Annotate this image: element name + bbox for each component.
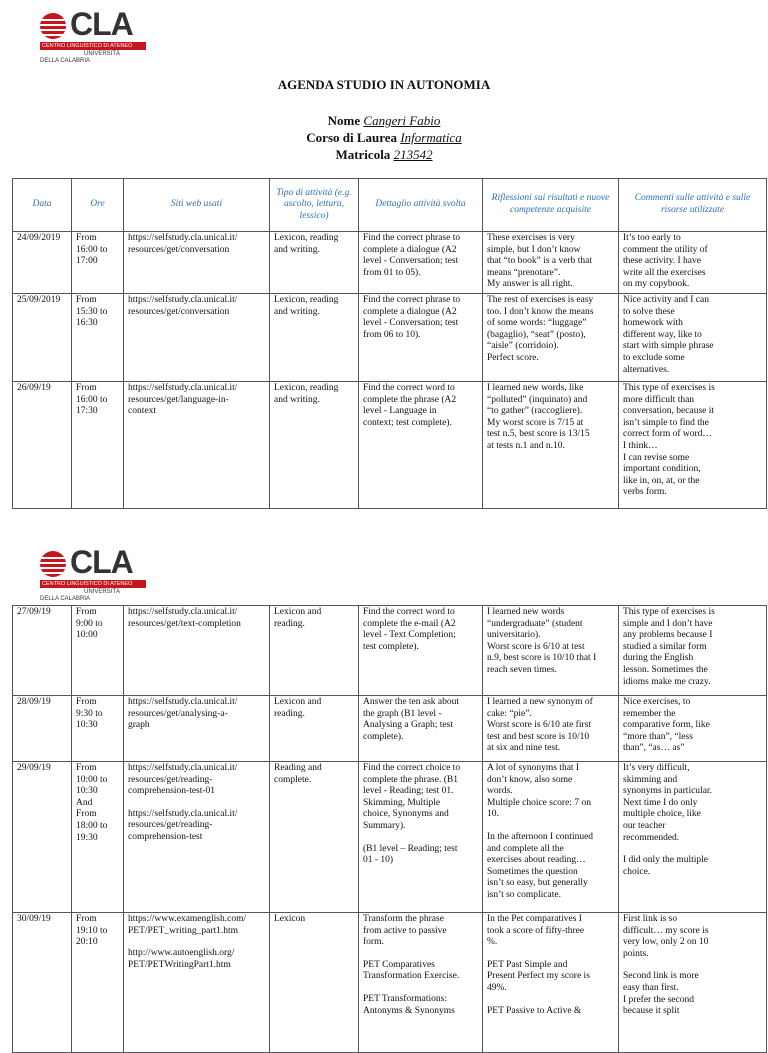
cell-line: cake: “pie”. — [487, 708, 532, 719]
cell-line: simple, but I don’t know — [487, 244, 581, 255]
cell-line: resources/get/language-in- — [128, 394, 229, 405]
cell-line: too. I don’t know the means — [487, 306, 594, 317]
cell-line: My answer is all right. — [487, 279, 573, 290]
cell-line: and writing. — [274, 306, 320, 317]
cell-line: comment the utility of — [623, 244, 708, 255]
cell-line: at tests n.1 and n.10. — [487, 440, 565, 451]
reflections-cell — [483, 294, 619, 382]
cell-line: 18:00 to — [76, 820, 108, 831]
cell-line: “undergraduate” (student — [487, 618, 583, 629]
cell-line: resources/get/reading- — [128, 820, 213, 831]
header-reflections: Riflessioni sui risultati e nuove competenze acquisite — [483, 179, 619, 232]
detail-cell — [359, 294, 483, 382]
cell-line: verbs form. — [623, 487, 667, 498]
logo-university-line1: UNIVERSITÀ — [83, 51, 120, 57]
cell-line — [623, 960, 762, 971]
sites-cell — [124, 913, 270, 1053]
cell-line: multiple choice, like — [623, 809, 701, 820]
cell-line: Lexicon and — [274, 697, 322, 707]
cell-line: than”, “as… as” — [623, 743, 685, 754]
cell-line: PET Transformations: — [363, 993, 448, 1004]
cell-line: during the English — [623, 653, 694, 664]
type-cell — [270, 762, 359, 913]
comments-cell — [619, 913, 767, 1053]
cell-line: From — [76, 295, 97, 305]
hours-cell — [72, 382, 124, 509]
cell-line: reach seven times. — [487, 664, 557, 675]
cell-line: In the afternoon I continued — [487, 831, 594, 842]
cell-line: resources/get/conversation — [128, 244, 230, 255]
comments-cell — [619, 382, 767, 509]
cell-line: 10:00 — [76, 630, 98, 641]
logo-bar-text: CENTRO LINGUISTICO DI ATENEO — [40, 580, 146, 588]
cell-line — [128, 937, 265, 948]
id-label: Matricola — [335, 147, 391, 162]
header-detail: Dettaglio attività svolta — [359, 179, 483, 232]
sites-cell — [124, 606, 270, 696]
cell-line: https://selfstudy.cla.unical.it/ — [128, 808, 238, 819]
cell-line: This type of exercises is — [623, 383, 715, 393]
cell-line: level - Conversation; test — [363, 256, 459, 267]
cell-line: complete the e-mail (A2 — [363, 618, 456, 629]
type-cell — [270, 913, 359, 1053]
cell-line — [487, 821, 614, 832]
cell-line: Lexicon and — [274, 607, 322, 617]
page-title: AGENDA STUDIO IN AUTONOMIA — [277, 77, 491, 92]
cell-line: resources/get/reading- — [128, 774, 213, 785]
cell-line: level - Text Completion; — [363, 630, 456, 641]
header-hours: Ore — [72, 179, 124, 232]
course-value: Informatica — [400, 130, 462, 145]
detail-cell — [359, 696, 483, 762]
cell-line: recommended. — [623, 832, 680, 843]
cell-line: took a score of fifty-three — [487, 925, 585, 936]
cell-line: https://selfstudy.cla.unical.it/ — [128, 607, 238, 617]
cell-line: Sometimes the question — [487, 866, 578, 877]
cell-line: From — [76, 233, 97, 243]
cell-line: https://selfstudy.cla.unical.it/ — [128, 383, 238, 393]
hours-cell — [72, 294, 124, 382]
cell-line: I did only the multiple — [623, 855, 708, 866]
cell-line: 9:30 to — [76, 708, 103, 719]
cell-line: to exclude some — [623, 352, 685, 363]
cell-line: isn’t simple to find the — [623, 417, 709, 428]
cell-line: exercises about reading… — [487, 855, 586, 866]
cell-line: don’t know, also some — [487, 774, 573, 785]
cell-line: 10:30 — [76, 720, 98, 731]
cell-line: resources/get/conversation — [128, 306, 230, 317]
cell-line: correct form of word… — [623, 429, 712, 440]
hours-cell — [72, 913, 124, 1053]
cell-line: PET Comparatives — [363, 959, 435, 970]
cell-line: PET Passive to Active & — [487, 1005, 582, 1016]
cell-line: idioms make me crazy. — [623, 676, 711, 687]
course-line — [0, 130, 768, 146]
cell-line: Reading and — [274, 763, 322, 773]
cell-line: “aisle” (corridoio). — [487, 341, 559, 352]
table-row — [13, 606, 767, 696]
logo-bar-text: CENTRO LINGUISTICO DI ATENEO — [40, 42, 146, 50]
cell-line: Transformation Exercise. — [363, 971, 460, 982]
cell-line: and complete all the — [487, 843, 564, 854]
cell-line: because it split — [623, 1006, 680, 1017]
cell-line — [363, 983, 478, 994]
cell-line: remember the — [623, 708, 676, 719]
cell-line: And — [76, 797, 93, 808]
cell-line: choice, Synonyms and — [363, 809, 449, 820]
cell-line: %. — [487, 937, 498, 948]
cell-line: the graph (B1 level - — [363, 708, 442, 719]
sites-cell — [124, 382, 270, 509]
cell-line: Perfect score. — [487, 352, 539, 363]
cell-line: Summary). — [363, 820, 406, 831]
comments-cell — [619, 696, 767, 762]
reflections-cell — [483, 232, 619, 294]
cell-line: complete. — [274, 774, 312, 785]
cell-line: From — [76, 809, 97, 820]
cell-line: Find the correct word to — [363, 607, 455, 617]
cla-logo-page2 — [40, 544, 150, 603]
cell-line: level - Reading; test 01. — [363, 786, 454, 797]
reflections-cell — [483, 382, 619, 509]
hours-cell — [72, 232, 124, 294]
detail-cell — [359, 606, 483, 696]
comments-cell — [619, 606, 767, 696]
cell-line: graph — [128, 720, 150, 731]
cell-line: 16:30 — [76, 318, 98, 329]
cell-line: This type of exercises is — [623, 607, 715, 617]
cell-line: test and best score is 10/10 — [487, 731, 590, 742]
comments-cell — [619, 762, 767, 913]
cell-line: 49%. — [487, 982, 507, 993]
id-line — [0, 147, 768, 163]
cell-line: From — [76, 697, 97, 707]
cell-line: context — [128, 406, 156, 417]
cell-line: Lexicon, reading — [274, 383, 339, 393]
cell-line: of some words: “luggage” — [487, 318, 587, 329]
detail-cell — [359, 232, 483, 294]
cell-line: on my copybook. — [623, 279, 690, 290]
cell-line: to solve these — [623, 306, 675, 317]
cell-line: words. — [487, 786, 513, 797]
cell-line: Find the correct phrase to — [363, 233, 461, 243]
cell-line: From — [76, 763, 97, 773]
cell-line: Antonyms & Synonyms — [363, 1005, 455, 1016]
id-value: 213542 — [393, 147, 433, 162]
table-row — [13, 696, 767, 762]
cell-line: Present Perfect my score is — [487, 971, 590, 982]
hours-cell — [72, 606, 124, 696]
cell-line: My worst score is 7/15 at — [487, 417, 584, 428]
cell-line: homework with — [623, 318, 683, 329]
date-cell: 29/09/19 — [13, 762, 72, 913]
cell-line: complete the phrase (A2 — [363, 394, 457, 405]
cell-line: isn’t so easy, but generally — [487, 878, 588, 889]
cell-line: complete). — [363, 731, 404, 742]
cell-line: From — [76, 914, 97, 924]
cell-line: 16:00 to — [76, 244, 108, 255]
cell-line: 19:10 to — [76, 925, 108, 936]
cell-line: synonyms in particular. — [623, 786, 712, 797]
cell-line: Worst score is 6/10 ate first — [487, 720, 591, 731]
cell-line: and writing. — [274, 394, 320, 405]
cla-logo — [40, 6, 150, 65]
cell-line: http://www.autoenglish.org/ — [128, 948, 235, 959]
cell-line: I learned new words, like — [487, 383, 584, 393]
cell-line: https://selfstudy.cla.unical.it/ — [128, 233, 238, 243]
cell-line: test complete). — [363, 641, 419, 652]
cell-line: In the Pet comparatives I — [487, 914, 582, 924]
cell-line: level - Conversation; test — [363, 318, 459, 329]
cell-line: I think… — [623, 440, 658, 451]
cell-line: Nice exercises, to — [623, 697, 691, 707]
cell-line: lesson. Sometimes the — [623, 664, 708, 675]
cell-line: like in, on, at, or the — [623, 475, 700, 486]
cell-line: First link is so — [623, 914, 678, 924]
cell-line: It’s too early to — [623, 233, 681, 243]
cell-line: easy than first. — [623, 982, 679, 993]
cell-line: I learned a new synonym of — [487, 697, 593, 707]
course-label: Corso di Laurea — [306, 130, 398, 145]
logo-university-line2: DELLA CALABRIA — [40, 596, 91, 602]
cell-line: and writing. — [274, 244, 320, 255]
cell-line: complete a dialogue (A2 — [363, 244, 457, 255]
date-cell: 26/09/19 — [13, 382, 72, 509]
cell-line: reading. — [274, 618, 305, 629]
cell-line: comprehension-test — [128, 831, 203, 842]
header-sites: Siti web usati — [124, 179, 270, 232]
cell-line: Lexicon — [274, 914, 306, 924]
cell-line: 15:30 to — [76, 306, 108, 317]
detail-cell — [359, 913, 483, 1053]
cell-line — [487, 949, 614, 960]
cell-line: From — [76, 607, 97, 617]
table-row — [13, 762, 767, 913]
agenda-table-page2 — [12, 605, 767, 1053]
cell-line: Lexicon, reading — [274, 295, 339, 305]
type-cell — [270, 606, 359, 696]
cell-line: important condition, — [623, 464, 701, 475]
date-cell: 27/09/19 — [13, 606, 72, 696]
cell-line: means “prenotare”. — [487, 267, 561, 278]
cell-line: PET/PETWritingPart1.htm — [128, 959, 231, 970]
cell-line: Next time I do only — [623, 797, 698, 808]
cell-line: very low, only 2 on 10 — [623, 937, 709, 948]
type-cell — [270, 294, 359, 382]
cell-line: complete a dialogue (A2 — [363, 306, 457, 317]
hours-cell — [72, 696, 124, 762]
cell-line: Second link is more — [623, 971, 699, 982]
sites-cell — [124, 762, 270, 913]
table-header-row — [13, 179, 767, 232]
sites-cell — [124, 232, 270, 294]
header-type: Tipo di attività (e.g. ascolto, lettura, lessico) — [270, 179, 359, 232]
cell-line: conversation, because it — [623, 406, 715, 417]
cell-line: I learned new words — [487, 607, 565, 617]
cell-line: reading. — [274, 708, 305, 719]
cell-line: our teacher — [623, 820, 666, 831]
logo-university-line1: UNIVERSITÀ — [83, 589, 120, 595]
cell-line: any problems because I — [623, 630, 713, 641]
header-date: Data — [13, 179, 72, 232]
cell-line: skimming and — [623, 774, 678, 785]
cell-line: resources/get/text-completion — [128, 618, 241, 629]
cell-line: 16:00 to — [76, 394, 108, 405]
cell-line: Lexicon, reading — [274, 233, 339, 243]
cell-line: from 06 to 10). — [363, 329, 421, 340]
cell-line: start with simple phrase — [623, 341, 714, 352]
cell-line: 10:30 — [76, 786, 98, 797]
cell-line: context; test complete). — [363, 417, 452, 428]
cell-line: Analysing a Graph; test — [363, 720, 453, 731]
cell-line: https://www.examenglish.com/ — [128, 914, 247, 924]
cell-line: The rest of exercises is easy — [487, 295, 594, 305]
cell-line: points. — [623, 948, 649, 959]
cell-line: difficult… my score is — [623, 925, 709, 936]
detail-cell — [359, 382, 483, 509]
cell-line: 19:30 — [76, 832, 98, 843]
cell-line: write all the exercises — [623, 267, 706, 278]
cell-line: 20:10 — [76, 937, 98, 948]
header-comments: Commenti sulle attività e sulle risorse utilizzate — [619, 179, 767, 232]
cell-line: simple and I don’t have — [623, 618, 713, 629]
cell-line: at six and nine test. — [487, 743, 561, 754]
cell-line: Multiple choice score: 7 on — [487, 797, 591, 808]
cell-line: Skimming, Multiple — [363, 797, 441, 808]
comments-cell — [619, 294, 767, 382]
cell-line: Find the correct choice to — [363, 763, 461, 773]
cell-line: n.9, best score is 10/10 that I — [487, 653, 597, 664]
date-cell: 24/09/2019 — [13, 232, 72, 294]
cell-line: https://selfstudy.cla.unical.it/ — [128, 697, 238, 707]
cell-line: 17:00 — [76, 256, 98, 267]
name-value: Cangeri Fabio — [363, 113, 441, 128]
cell-line: that “to book” is a verb that — [487, 256, 592, 267]
reflections-cell — [483, 762, 619, 913]
cell-line: more difficult than — [623, 394, 695, 405]
cell-line: “more than”, “less — [623, 731, 693, 742]
logo-brand: CLA — [70, 544, 133, 580]
cell-line: https://selfstudy.cla.unical.it/ — [128, 295, 238, 305]
cell-line: “to gather” (raccogliere). — [487, 406, 583, 417]
cell-line: PET Past Simple and — [487, 959, 568, 970]
type-cell — [270, 382, 359, 509]
detail-cell — [359, 762, 483, 913]
name-label: Nome — [327, 113, 361, 128]
cell-line: form. — [363, 937, 384, 948]
cell-line: PET/PET_writing_part1.htm — [128, 925, 239, 936]
logo-brand: CLA — [70, 6, 133, 42]
date-cell: 25/09/2019 — [13, 294, 72, 382]
cla-logo-circle-icon — [40, 551, 66, 577]
cell-line: comprehension-test-01 — [128, 786, 216, 797]
cell-line: It’s very difficult, — [623, 763, 690, 773]
cell-line: https://selfstudy.cla.unical.it/ — [128, 763, 238, 773]
cell-line: from 01 to 05). — [363, 267, 421, 278]
cell-line: 10. — [487, 809, 499, 820]
cell-line: Nice activity and I can — [623, 295, 709, 305]
cell-line — [487, 995, 614, 1006]
date-cell: 30/09/19 — [13, 913, 72, 1053]
hours-cell — [72, 762, 124, 913]
cell-line — [128, 798, 265, 809]
table-row — [13, 232, 767, 294]
table-row — [13, 294, 767, 382]
name-line — [0, 113, 768, 129]
cell-line: these activity. I have — [623, 256, 701, 267]
sites-cell — [124, 696, 270, 762]
cell-line: Find the correct phrase to — [363, 295, 461, 305]
cla-logo-circle-icon — [40, 13, 66, 39]
cell-line: I can revise some — [623, 452, 690, 463]
cell-line: 01 - 10) — [363, 855, 394, 866]
cell-line: These exercises is very — [487, 233, 575, 243]
cell-line: “polluted” (inquinato) and — [487, 394, 588, 405]
reflections-cell — [483, 696, 619, 762]
cell-line: 17:30 — [76, 406, 98, 417]
cell-line: alternatives. — [623, 364, 670, 375]
cell-line: (bagaglio), “seat” (posto), — [487, 329, 586, 340]
type-cell — [270, 696, 359, 762]
cell-line: choice. — [623, 866, 651, 877]
cell-line: I prefer the second — [623, 994, 694, 1005]
cell-line: comparative form, like — [623, 720, 710, 731]
cell-line: from active to passive — [363, 925, 447, 936]
cell-line: isn’t so complicate. — [487, 889, 561, 900]
cell-line — [623, 844, 762, 855]
table-row — [13, 913, 767, 1053]
cell-line — [363, 833, 478, 844]
cell-line: 9:00 to — [76, 618, 103, 629]
logo-university-line2: DELLA CALABRIA — [40, 58, 91, 64]
type-cell — [270, 232, 359, 294]
cell-line: Transform the phrase — [363, 914, 444, 924]
table-row — [13, 382, 767, 509]
cell-line: From — [76, 383, 97, 393]
agenda-table-page1 — [12, 178, 767, 509]
cell-line: Worst score is 6/10 at test — [487, 641, 585, 652]
cell-line: level - Language in — [363, 406, 437, 417]
cell-line: test n.5, best score is 13/15 — [487, 429, 590, 440]
cell-line: Find the correct word to — [363, 383, 455, 393]
cell-line: (B1 level – Reading; test — [363, 843, 458, 854]
cell-line — [363, 949, 478, 960]
reflections-cell — [483, 606, 619, 696]
cell-line: A lot of synonyms that I — [487, 763, 580, 773]
cell-line: different way, like to — [623, 329, 702, 340]
cell-line: Answer the ten ask about — [363, 697, 460, 707]
cell-line: resources/get/analysing-a- — [128, 708, 228, 719]
cell-line: complete the phrase. (B1 — [363, 774, 458, 785]
sites-cell — [124, 294, 270, 382]
cell-line: 10:00 to — [76, 774, 108, 785]
date-cell: 28/09/19 — [13, 696, 72, 762]
comments-cell — [619, 232, 767, 294]
cell-line: studied a similar form — [623, 641, 707, 652]
reflections-cell — [483, 913, 619, 1053]
cell-line: universitario). — [487, 630, 541, 641]
